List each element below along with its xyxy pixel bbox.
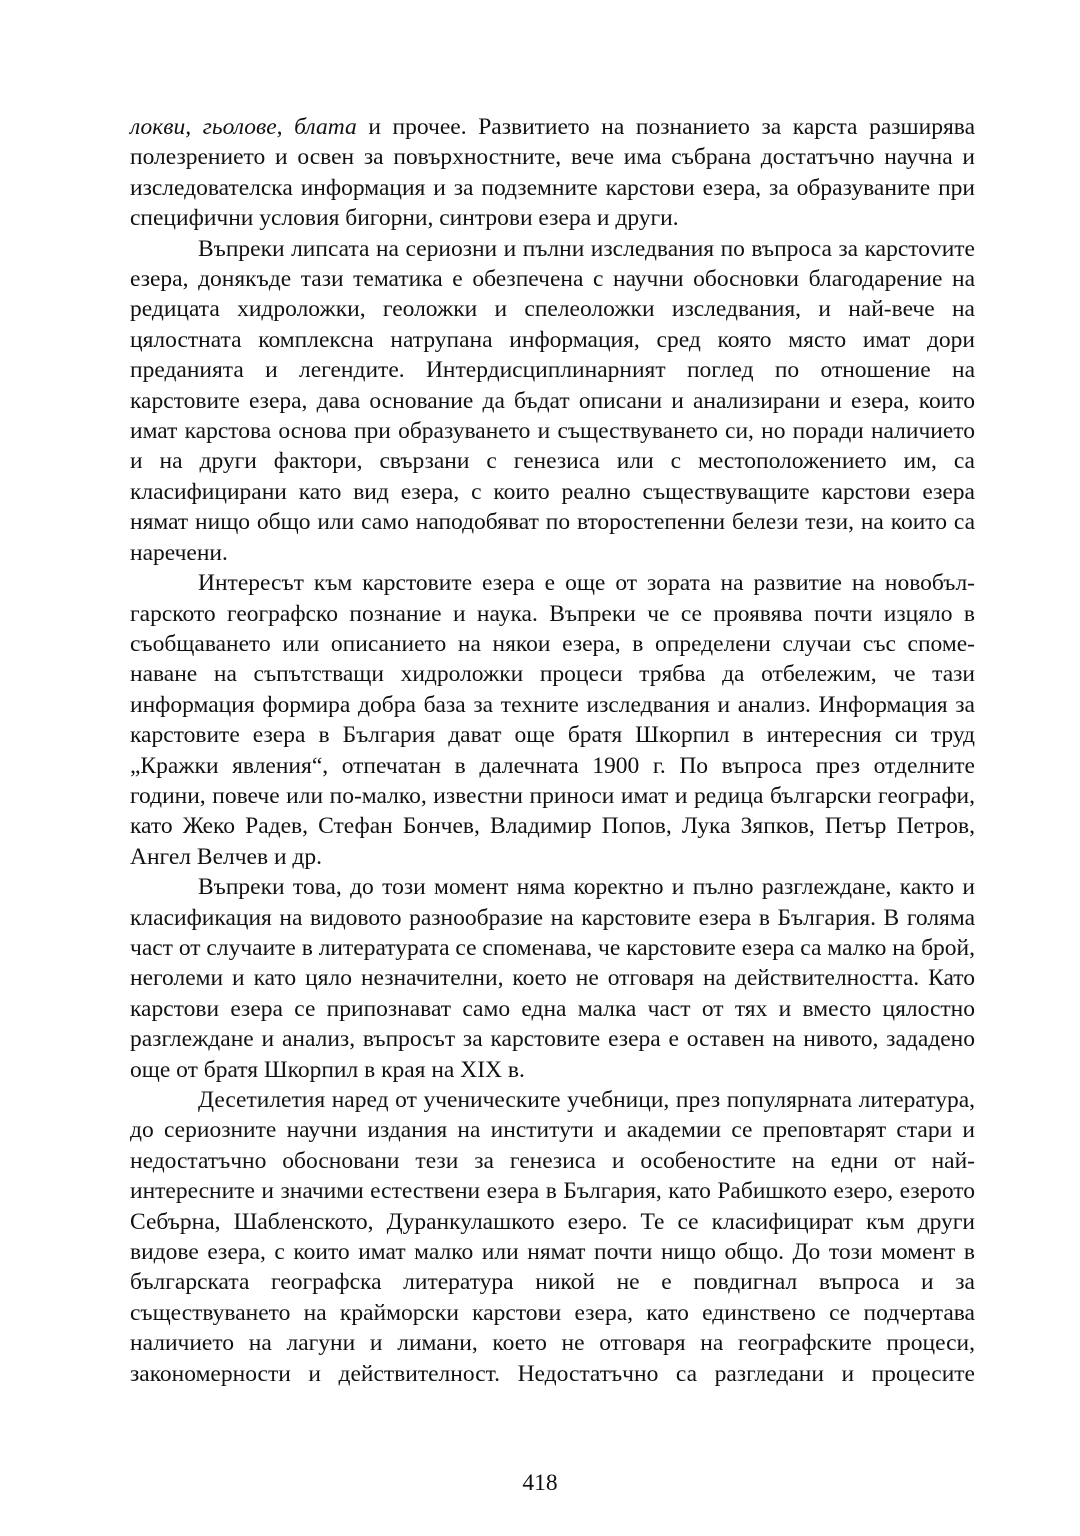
paragraph: Десетилетия наред от ученическите учебници, през популярната литература, до сериозните научни издания на институти и академии се преповтарят стари и недостатъчно обосновани тези за генезиса и особеностите на едни от най-интересните и значими естествени езера в България, като Рабишкото езеро, езерото Себърна, Шабленското, Дуранкулашкото езеро. Те се класифицират към други видове езера, с които имат малко или нямат почти нищо общо. До този момент в българската географска литература никой не е повдигнал въпроса и за съществуването на крайморски карстови езера, като единствено се подчертава наличието на лагуни и лимани, което не отговаря на географските процеси, закономерности и действителност. Недостатъчно са разгледани и процесите bbox=[130, 1087, 975, 1387]
paragraph-text: и прочее. Развитието на познанието за карста разширява полезрението и освен за повърхностните, вече има събрана достатъчно научна и изследователска информация и за подземните карстови езера, за образуваните при специфични условия бигорни, синтрови езера и други. bbox=[130, 114, 975, 232]
paragraph: Въпреки това, до този момент няма коректно и пълно разглеждане, както и класификация на видовото разнообразие на карстовите езера в България. В голяма част от случаите в литературата се споменава, че карстовите езера са малко на брой, неголеми и като цяло незначителни, което не отговаря на действителността. Като карстови езера се припознават само една малка част от тях и вместо цялостно разглеждане и анализ, въпросът за карстовите езера е оставен на нивото, зададено още от братя Шкорпил в края на XIX в. bbox=[130, 874, 975, 1083]
body-text bbox=[130, 112, 975, 1389]
paragraph: Интересът към карстовите езера е още от зората на развитие на новобългарското географско познание и наука. Въпреки че се проявява почти изцяло в съобщаването или описанието на някои езера, в определени случаи със споменаване на съпътстващи хидроложки процеси трябва да отбележим, че тази информация формира добра база за техните изследвания и анализ. Информация за карстовите езера в България дават още братя Шкорпил в интересния си труд „Кражки явления“, отпечатан в далечната 1900 г. По въпроса през отделните години, повече или по-малко, известни приноси имат и редица български географи, като Жеко Радев, Стефан Бончев, Владимир Попов, Лука Зяпков, Петър Петров, Ангел Велчев и др. bbox=[130, 570, 975, 870]
page-number: 418 bbox=[522, 1470, 558, 1496]
paragraph-continuation bbox=[130, 112, 975, 234]
italic-lead-phrase: локви, гьолове, блата bbox=[130, 114, 357, 140]
paragraph: Въпреки липсата на сериозни и пълни изследвания по въпроса за карстоvите езера, донякъде тази тематика е обезпечена с научни обосновки благодарение на редицата хидроложки, геоложки и спелеоложки изследвания, и най-​вече на цялостната комплексна натрупана информация, сред която място имат дори преданията и легендите. Интердисциплинарният поглед по отношение на карстовите езера, дава основание да бъдат описани и анализирани и езера, които имат карстова основа при образуването и съществуването си, но поради наличието и на други фактори, свързани с генезиса или с местоположението им, са класифицирани като вид езера, с които реално съществуващите карстови езера нямат нищо общо или само наподобяват по второстепенни белези тези, на които са наречени. bbox=[130, 235, 975, 566]
